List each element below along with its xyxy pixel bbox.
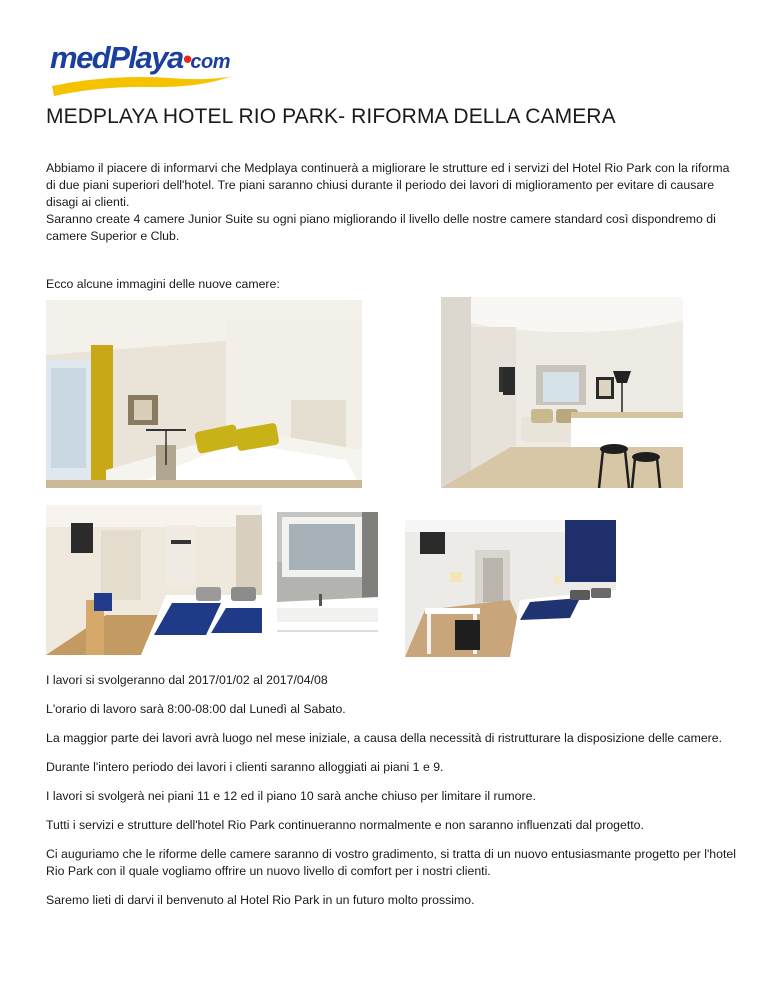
logo-dot: • xyxy=(182,44,191,74)
detail-paragraph: I lavori si svolgeranno dal 2017/01/02 al 2017/04/08 xyxy=(46,673,328,687)
detail-paragraph: Tutti i servizi e strutture dell'hotel Rio Park continueranno normalmente e non saranno influenzati dal progetto. xyxy=(46,818,644,832)
logo-swoosh-icon xyxy=(50,72,235,100)
page-title: MEDPLAYA HOTEL RIO PARK- RIFORMA DELLA CAMERA xyxy=(46,105,616,128)
detail-paragraph: Saremo lieti di darvi il benvenuto al Hotel Rio Park in un futuro molto prossimo. xyxy=(46,893,475,907)
detail-paragraph: Ci auguriamo che le riforme delle camere saranno di vostro gradimento, si tratta di un nuovo entusiasmante progetto per l'hotel Rio Park con il quale vogliamo offrire un nuovo livello di comfort per i nostri clienti. xyxy=(46,847,736,878)
detail-paragraph: L'orario di lavoro sarà 8:00-08:00 dal Lunedì al Sabato. xyxy=(46,702,346,716)
detail-paragraph: La maggior parte dei lavori avrà luogo nel mese iniziale, a causa della necessità di ristrutturare la disposizione delle camere. xyxy=(46,731,723,745)
logo-name: medPlaya xyxy=(50,40,183,75)
detail-paragraph: Durante l'intero periodo dei lavori i clienti saranno alloggiati ai piani 1 e 9. xyxy=(46,760,444,774)
photo-twin-beds xyxy=(46,505,262,655)
images-lead: Ecco alcune immagini delle nuove camere: xyxy=(46,277,280,291)
medplaya-logo[interactable] xyxy=(50,40,235,100)
intro-paragraph: Abbiamo il piacere di informarvi che Medplaya continuerà a migliorare le strutture ed i servizi del Hotel Rio Park con la riforma di due piani superiori dell'hotel. Tre piani saranno chiusi durante il periodo dei lavori di miglioramento per evitare di causare disagi ai clienti. xyxy=(46,161,730,209)
photo-living-area xyxy=(441,297,683,488)
intro-text xyxy=(46,160,736,245)
photo-bedroom-yellow xyxy=(46,300,362,488)
detail-paragraph: I lavori si svolgerà nei piani 11 e 12 ed il piano 10 sarà anche chiuso per limitare il rumore. xyxy=(46,789,536,803)
logo-tld: com xyxy=(190,51,230,73)
photo-bathroom-sink xyxy=(277,512,378,652)
photo-navy-headboard-room xyxy=(405,520,616,657)
intro-paragraph: Saranno create 4 camere Junior Suite su ogni piano migliorando il livello delle nostre camere standard così dispondremo di camere Superior e Club. xyxy=(46,212,716,243)
details-text xyxy=(46,672,736,921)
